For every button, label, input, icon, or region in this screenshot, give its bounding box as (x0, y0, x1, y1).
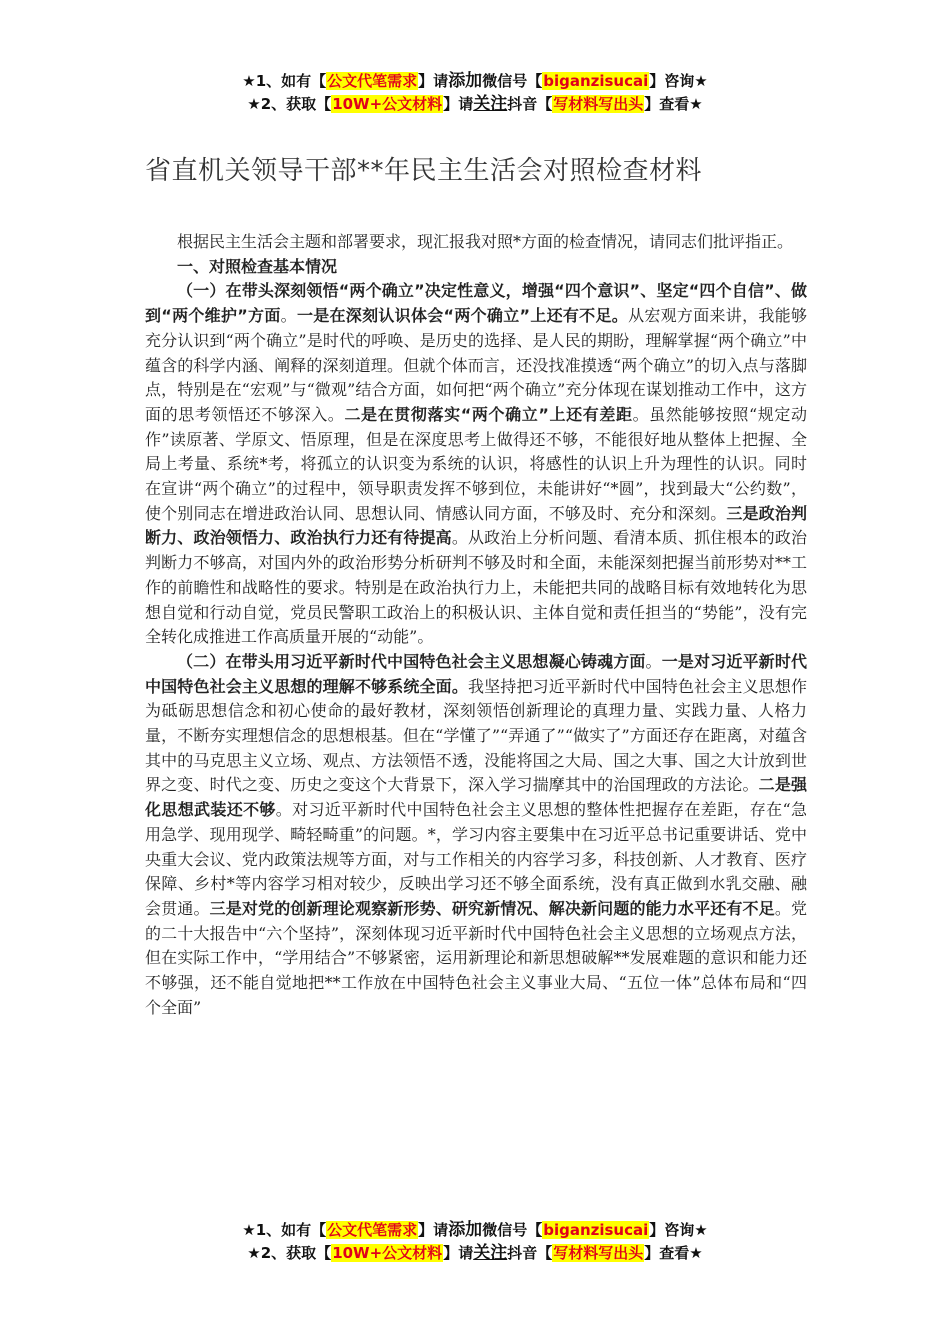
promo-highlight: 公文代笔需求 (327, 1221, 418, 1239)
promo-line-1 (0, 70, 950, 93)
promo-text: ★1、如有【 (242, 72, 327, 90)
point-heading: 三是政治判断力、政治领悟力、政治执行力还有待提高 (145, 503, 807, 548)
paragraph-heading: （一）在带头深刻领悟“两个确立”决定性意义，增强“四个意识”、坚定“四个自信”、做到“两个维护”方面 (145, 281, 807, 326)
point-heading: 一是对习近平新时代中国特色社会主义思想的理解不够系统全面。 (145, 651, 807, 696)
promo-text: 】查看★ (644, 95, 703, 113)
paragraph-text: 从宏观方面来讲，我能够充分认识到“两个确立”是时代的呼唤、是历史的选择、是人民的期盼，理解掌握“两个确立”中蕴含的科学内涵、阐释的深刻道理。但就个体而言，还没找准摸透“两个确立”的切入点与落脚点，特别是在“宏观”与“微观”结合方面，如何把“两个确立”充分体现在谋划推动工作中，这方面的思考领悟还不够深入。 (145, 306, 807, 424)
promo-text: ★2、获取【 (247, 1244, 332, 1262)
promo-text: 】咨询★ (649, 1221, 708, 1239)
point-heading: 一是在深刻认识体会“两个确立”上还有不足。 (296, 306, 629, 326)
document-title: 省直机关领导干部**年民主生活会对照检查材料 (145, 156, 703, 186)
promo-text: 微信号【 (482, 1221, 543, 1239)
promo-highlight: 10W+公文材料 (332, 1244, 443, 1262)
paragraph-text: 我坚持把习近平新时代中国特色社会主义思想作为砥砺思想信念和初心使命的最好教材，深刻领悟创新理论的真理力量、实践力量、人格力量，不断夯实理想信念的思想根基。但在“学懂了”“弄通了”“做实了”方面还存在距离，对蕴含其中的马克思主义立场、观点、方法领悟不透，没能将国之大局、国之大事、国之大计放到世界之变、时代之变、历史之变这个大背景下，深入学习揣摩其中的治国理政的方法论。 (145, 676, 807, 795)
promo-text: 】请 (443, 95, 474, 113)
paragraph-text: 。从政治上分析问题、看清本质、抓住根本的政治判断力不够高，对国内外的政治形势分析研判不够及时和全面，未能深刻把握当前形势对**工作的前瞻性和战略性的要求。特别是在政治执行力上，未能把共同的战略目标有效地转化为思想自觉和行动自觉，党员民警职工政治上的积极认识、主体自觉和责任担当的“势能”，没有完全转化成推进工作高质量开展的“动能”。 (145, 528, 807, 647)
paragraph-text: 。 (280, 306, 297, 326)
promo-emphasis: 关注 (473, 1243, 508, 1263)
promo-text: 微信号【 (482, 72, 543, 90)
point-heading: 二是强化思想武装还不够 (145, 775, 807, 820)
paragraph-text: 。对习近平新时代中国特色社会主义思想的整体性把握存在差距，存在“急用急学、现用现学、畸轻畸重”的问题。*，学习内容主要集中在习近平总书记重要讲话、党中央重大会议、党内政策法规等方面，对与工作相关的内容学习多，科技创新、人才教育、医疗保障、乡村*等内容学习相对较少，反映出学习还不够全面系统，没有真正做到水乳交融、融会贯通。 (145, 800, 807, 918)
promo-emphasis: 添加 (448, 71, 483, 91)
promo-text: 】查看★ (644, 1244, 703, 1262)
promo-line-1 (0, 1219, 950, 1242)
body-paragraph-1 (145, 279, 807, 650)
document-body (145, 230, 807, 1021)
point-heading: 二是在贯彻落实“两个确立”上还有差距 (344, 404, 633, 424)
promo-line-2 (0, 1242, 950, 1265)
promo-text: ★1、如有【 (242, 1221, 327, 1239)
intro-paragraph: 根据民主生活会主题和部署要求，现汇报我对照*方面的检查情况，请同志们批评指正。 (177, 232, 794, 251)
promo-text: 】请 (443, 1244, 474, 1262)
paragraph-text: 。 (645, 651, 662, 671)
promo-text: 抖音【 (507, 1244, 553, 1262)
promo-text: 】咨询★ (649, 72, 708, 90)
promo-highlight: 写材料写出头 (553, 1244, 644, 1262)
body-paragraph-2 (145, 650, 807, 1021)
promo-highlight: 10W+公文材料 (332, 95, 443, 113)
paragraph-heading: （二）在带头用习近平新时代中国特色社会主义思想凝心铸魂方面 (177, 651, 646, 671)
promo-text: ★2、获取【 (247, 95, 332, 113)
promo-text: 抖音【 (507, 95, 553, 113)
paragraph-text: 。虽然能够按照“规定动作”读原著、学原文、悟原理，但是在深度思考上做得还不够，不能很好地从整体上把握、全局上考量、系统*考，将孤立的认识变为系统的认识，将感性的认识上升为理性的认识。同时在宣讲“两个确立”的过程中，领导职责发挥不够到位，未能讲好“*圆”，找到最大“公约数”，使个别同志在增进政治认同、思想认同、情感认同方面，不够及时、充分和深刻。 (145, 404, 807, 523)
promo-text: 】请 (418, 1221, 449, 1239)
promo-line-2 (0, 93, 950, 116)
promo-text: 】请 (418, 72, 449, 90)
promo-highlight: biganzisucai (543, 72, 649, 90)
section-heading: 一、对照检查基本情况 (177, 256, 338, 276)
point-heading: 三是对党的创新理论观察新形势、研究新情况、解决新问题的能力水平还有不足 (209, 898, 775, 918)
promo-banner-bottom (0, 1219, 950, 1265)
promo-emphasis: 关注 (473, 94, 508, 114)
promo-highlight: 公文代笔需求 (327, 72, 418, 90)
paragraph-text: 。党的二十大报告中“六个坚持”，深刻体现习近平新时代中国特色社会主义思想的立场观点方法，但在实际工作中，“学用结合”不够紧密，运用新理论和新思想破解**发展难题的意识和能力还不够强，还不能自觉地把**工作放在中国特色社会主义事业大局、“五位一体”总体布局和“四个全面” (145, 898, 807, 1017)
promo-emphasis: 添加 (448, 1220, 483, 1240)
promo-highlight: 写材料写出头 (553, 95, 644, 113)
promo-banner-top (0, 70, 950, 116)
promo-highlight: biganzisucai (543, 1221, 649, 1239)
